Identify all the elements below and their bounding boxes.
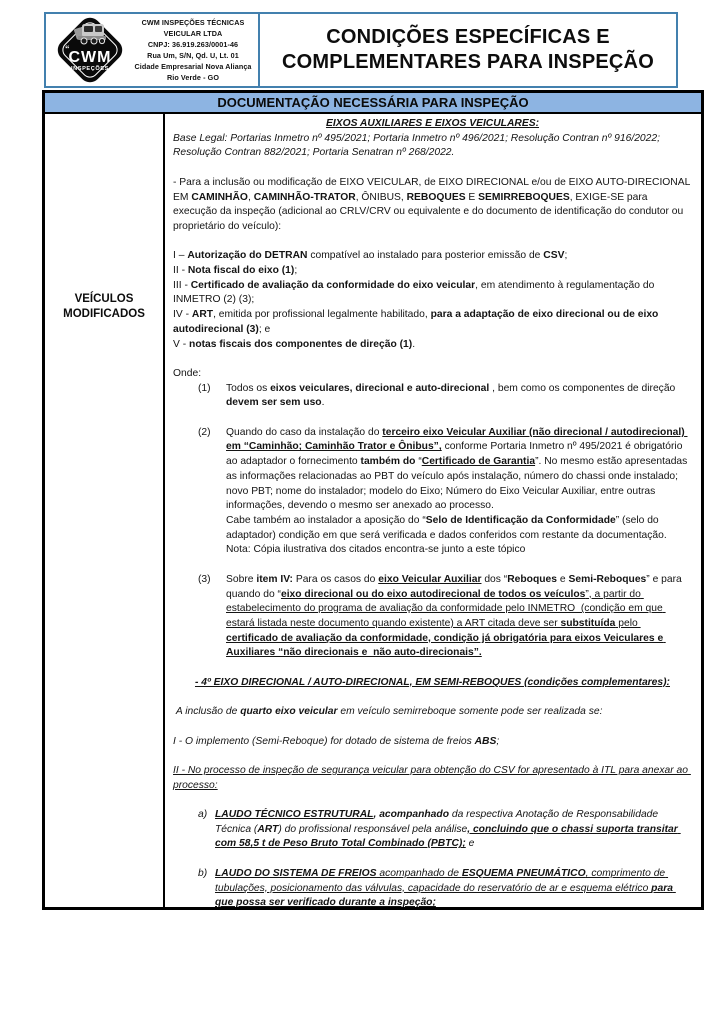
company-line: Rua Um, S/N, Qd. U, Lt. 01: [147, 51, 239, 60]
text-run: Autorização do DETRAN: [187, 250, 308, 262]
text-run: ;: [294, 265, 298, 277]
spacer: [173, 411, 692, 426]
text-run: terceiro eixo Veicular Auxiliar (não direcional / autodirecional) em “Caminhão; Caminhão Trator e Ônibus”,: [226, 426, 688, 453]
text-run: - 4º EIXO DIRECIONAL / AUTO-DIRECIONAL, EM SEMI-REBOQUES (condições complementares):: [194, 676, 670, 688]
text-run: Reboques: [507, 573, 558, 585]
table-body-row: [45, 114, 701, 907]
text-run: para a adaptação de eixo direcional ou de eixo autodirecional (3): [173, 309, 662, 335]
text-run: .: [321, 397, 325, 409]
paragraph: [173, 514, 692, 543]
paragraph: [173, 367, 692, 382]
text-run: eixo Veicular Auxiliar: [378, 573, 482, 585]
text-run: em veículo semirreboque somente pode ser realizada se:: [337, 706, 603, 718]
text-run: “: [415, 456, 422, 468]
text-run: acompanhado: [379, 809, 449, 821]
row-label-line: MODIFICADOS: [63, 308, 145, 320]
paragraph: [173, 176, 692, 235]
spacer: [173, 161, 692, 176]
text-run: Quando do caso da instalação do: [226, 426, 383, 438]
text-run: ; e: [258, 323, 271, 335]
text-run: SEMIRREBOQUES: [478, 191, 570, 203]
list-marker: (2): [198, 426, 211, 438]
company-line: CNPJ: 36.919.263/0001-46: [147, 40, 239, 49]
text-run: Selo de Identificação da Conformidade: [425, 514, 616, 526]
paragraph: [173, 338, 692, 353]
text-run: , ÔNIBUS,: [355, 191, 407, 203]
logo-brand-text: CWM: [68, 49, 112, 66]
text-run: - Para a inclusão ou modificação de EIXO VEICULAR, de EIXO DIRECIONAL e/ou de EIXO AUTO-DIRECIONAL EM: [173, 176, 693, 203]
text-run: ABS: [474, 735, 497, 747]
text-run: Nota fiscal do eixo (1): [187, 265, 295, 277]
paragraph: [173, 543, 692, 558]
text-run: notas fiscais dos componentes de direção (1): [189, 338, 413, 350]
row-label-veiculos-modificados: [45, 114, 165, 907]
text-run: CAMINHÃO: [191, 191, 248, 203]
text-run: Sobre: [226, 573, 257, 585]
company-info: [130, 17, 256, 83]
text-run: Nota: Cópia ilustrativa dos citados encontra-se junto a este tópico: [226, 544, 526, 556]
text-run: acompanhado de: [376, 867, 462, 879]
list-marker: b): [198, 867, 208, 879]
text-run: Semi-Reboques: [568, 573, 647, 585]
text-run: Certificado de avaliação da conformidade do eixo veicular: [190, 279, 476, 291]
text-run: , concluindo que o chassi suporta transitar com 58,5 t de Peso Bruto Total Combinado (PBTC);: [215, 823, 681, 850]
paragraph: [173, 676, 692, 691]
text-run: A inclusão de: [173, 706, 241, 718]
paragraph: [173, 867, 692, 907]
paragraph: [173, 705, 692, 720]
text-run: ,: [247, 191, 254, 203]
spacer: [173, 793, 692, 808]
text-run: , bem como os componentes de direção: [489, 382, 679, 394]
text-run: também do: [360, 456, 416, 468]
text-run: EIXOS AUXILIARES E EIXOS VEICULARES:: [325, 118, 540, 129]
text-run: Base Legal: Portarias Inmetro nº 495/2021; Portaria Inmetro nº 496/2021; Resolução Contran nº 916/2022; Resolução Contran 882/2021; Portaria Senatran nº 268/2022.: [173, 132, 663, 159]
text-run: .: [412, 338, 416, 350]
text-run: E: [465, 191, 479, 203]
row-label-line: VEÍCULOS: [74, 293, 134, 305]
text-run: ”. No mesmo estão apresentadas as informações relacionadas ao PBT do veículo após instalação, número do chassi onde instalado; novo PBT; nome do instalador; modelo do Eixo; Número do Eixo Veicular Auxiliar, entre outras informações, devendo o mesmo ser anexado ao processo.: [226, 456, 691, 512]
company-line: Cidade Empresarial Nova Aliança: [134, 62, 252, 71]
text-run: quarto eixo veicular: [240, 706, 338, 718]
paragraph: [173, 764, 692, 793]
cwm-logo: [48, 12, 132, 88]
text-run: da respectiva Anotação de Responsabilidade Técnica (: [215, 809, 662, 835]
text-run: LAUDO TÉCNICO ESTRUTURAL: [215, 809, 374, 821]
list-marker: (1): [198, 382, 211, 394]
text-run: conforme Portaria Inmetro nº 495/2021 é obrigatório ao adaptador o fornecimento: [226, 441, 686, 468]
spacer: [173, 690, 692, 705]
text-run: item IV:: [256, 573, 293, 585]
text-run: ART: [191, 309, 214, 321]
table-header-bar: DOCUMENTAÇÃO NECESSÁRIA PARA INSPEÇÃO: [45, 93, 701, 114]
text-run: Cabe também ao instalador a aposição do “: [226, 514, 426, 526]
text-run: dos “: [481, 573, 508, 585]
spacer: [173, 661, 692, 676]
title-line: COMPLEMENTARES PARA INSPEÇÃO: [282, 51, 654, 73]
text-run: V -: [173, 338, 190, 350]
inspection-table: [42, 90, 704, 910]
text-run: LAUDO DO SISTEMA DE FREIOS: [215, 867, 377, 879]
text-run: ” (selo do adaptador) condição em que será verificada e dados conferidos com restante da documentação.: [226, 514, 667, 541]
spacer: [173, 720, 692, 735]
company-line: CWM INSPEÇÕES TÉCNICAS: [141, 18, 245, 27]
text-run: , comprimento de tubulações, posicionamento das válvulas, capacidade do reservatório de ar e esquema elétrico: [215, 867, 669, 894]
text-run: pelo: [615, 617, 641, 629]
text-run: ART: [257, 823, 279, 835]
text-run: e: [557, 573, 569, 585]
company-line: Rio Verde - GO: [166, 73, 220, 82]
title-cell: [260, 14, 676, 86]
spacer: [173, 852, 692, 867]
text-run: ) do profissional responsável pela análise: [278, 823, 468, 835]
paragraph: [173, 132, 692, 161]
text-run: Certificado de Garantia: [421, 456, 536, 468]
paragraph: [173, 264, 692, 279]
text-run: substituída: [560, 617, 616, 629]
text-run: ;: [564, 250, 568, 262]
company-cell: [46, 14, 260, 86]
text-run: ”, a partir do estabelecimento do programa de avaliação da conformidade pelo INMETRO (condição em que estará listada neste documento quando existente) a ART citada deve ser: [226, 588, 666, 629]
text-run: I - O implemento (Semi-Reboque) for dotado de sistema de freios: [173, 735, 475, 747]
paragraph: [173, 426, 692, 514]
paragraph: [173, 808, 692, 852]
text-run: CSV: [543, 250, 565, 262]
text-run: I –: [173, 250, 188, 262]
text-run: ;: [496, 735, 500, 747]
paragraph: [173, 735, 692, 750]
list-marker: (3): [198, 573, 211, 585]
text-run: Todos os: [226, 382, 271, 394]
text-run: CAMINHÃO-TRATOR: [253, 191, 356, 203]
content-paragraphs: [165, 114, 701, 907]
text-run: Para os casos do: [292, 573, 379, 585]
text-run: II - No processo de inspeção de segurança veicular para obtenção do CSV for apresentado à ITL para anexar ao processo:: [173, 764, 691, 791]
text-run: certificado de avaliação da conformidade, condição já obrigatória para eixos Veiculares e Auxiliares “não direcionais e não auto-direcionais”.: [226, 632, 666, 659]
title-line: CONDIÇÕES ESPECÍFICAS E: [326, 26, 610, 48]
text-run: ,: [373, 809, 380, 821]
text-run: , em atendimento à regulamentação do INMETRO (2) (3);: [173, 279, 658, 306]
spacer: [173, 352, 692, 367]
text-run: devem ser sem uso: [226, 397, 322, 409]
document-title: [282, 25, 654, 75]
paragraph: [173, 308, 692, 337]
paragraph: [173, 573, 692, 661]
quote-mark: “: [65, 44, 70, 54]
text-run: compatível ao instalado para posterior emissão de: [307, 250, 544, 262]
company-line: VEICULAR LTDA: [163, 29, 223, 38]
list-marker: a): [198, 809, 208, 821]
paragraph: [173, 249, 692, 264]
spacer: [173, 558, 692, 573]
text-run: ” e para quando do “: [226, 573, 685, 600]
text-run: III -: [173, 279, 191, 291]
text-run: REBOQUES: [406, 191, 466, 203]
text-run: Onde:: [173, 367, 202, 379]
text-run: eixo direcional ou do eixo autodirecional de todos os veículos: [280, 588, 586, 600]
paragraph: [173, 279, 692, 308]
text-run: eixos veiculares, direcional e auto-direcional: [270, 382, 490, 394]
text-run: , EXIGE-SE para execução da inspeção (adicional ao CRLV/CRV ou equivalente e do documento de identificação do condutor ou proprietário do veículo):: [173, 191, 687, 232]
document-header: [44, 12, 678, 88]
text-run: II -: [173, 265, 188, 277]
paragraph: [173, 117, 692, 132]
logo-subtitle-text: INSPEÇÕES: [70, 66, 110, 72]
spacer: [173, 235, 692, 250]
text-run: ESQUEMA PNEUMÁTICO: [461, 867, 586, 879]
paragraph: [173, 382, 692, 411]
spacer: [173, 749, 692, 764]
text-run: para que possa ser verificado durante a inspeção;: [215, 882, 676, 907]
text-run: e: [465, 838, 475, 850]
text-run: , emitida por profissional legalmente habilitado,: [213, 309, 431, 321]
text-run: IV -: [173, 309, 192, 321]
